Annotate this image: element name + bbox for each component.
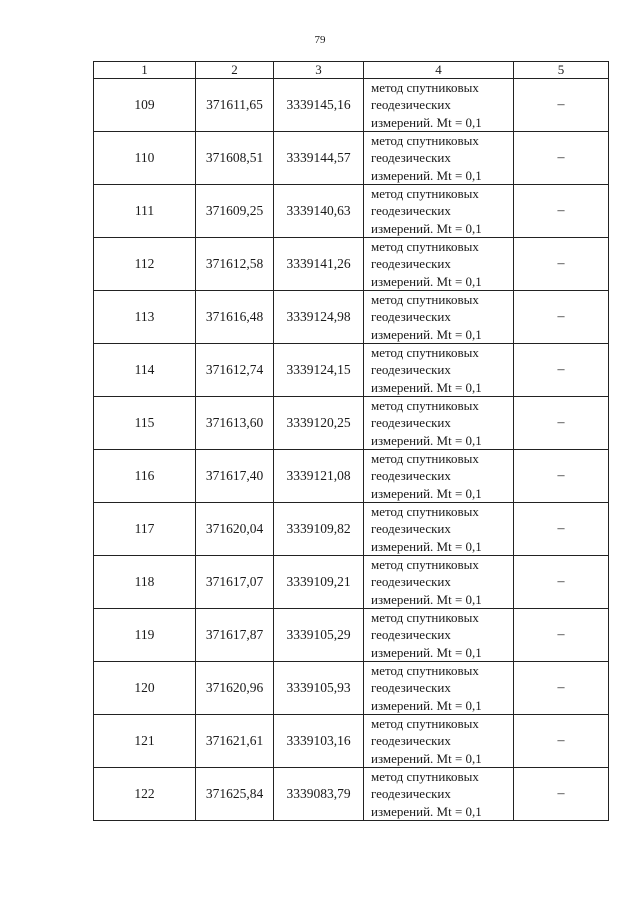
coordinate-y: 3339140,63 — [274, 185, 364, 238]
point-number: 118 — [94, 556, 196, 609]
method-line-3: измерений. Mt = 0,1 — [371, 485, 482, 501]
point-number: 121 — [94, 715, 196, 768]
point-number: 111 — [94, 185, 196, 238]
table-header-row — [94, 62, 609, 79]
method-line-1: метод спутниковых — [371, 769, 479, 785]
method-line-2: геодезических — [371, 574, 451, 590]
coordinate-y: 3339105,93 — [274, 662, 364, 715]
column-header-3: 3 — [274, 62, 364, 79]
method-line-1: метод спутниковых — [371, 610, 479, 626]
method-line-1: метод спутниковых — [371, 345, 479, 361]
coordinate-y: 3339124,98 — [274, 291, 364, 344]
coordinate-y: 3339083,79 — [274, 768, 364, 821]
method-line-2: геодезических — [371, 786, 451, 802]
note-cell: – — [514, 397, 609, 450]
point-number: 120 — [94, 662, 196, 715]
table-row — [94, 132, 609, 185]
point-number: 115 — [94, 397, 196, 450]
method-line-1: метод спутниковых — [371, 504, 479, 520]
table-row — [94, 397, 609, 450]
table-row — [94, 185, 609, 238]
method-line-2: геодезических — [371, 150, 451, 166]
point-number: 113 — [94, 291, 196, 344]
note-cell: – — [514, 238, 609, 291]
coordinate-y: 3339103,16 — [274, 715, 364, 768]
method-line-3: измерений. Mt = 0,1 — [371, 803, 482, 819]
method-line-1: метод спутниковых — [371, 557, 479, 573]
coordinate-x: 371611,65 — [196, 79, 274, 132]
coordinate-y: 3339109,82 — [274, 503, 364, 556]
method-line-1: метод спутниковых — [371, 451, 479, 467]
note-cell: – — [514, 79, 609, 132]
method-description — [364, 185, 514, 238]
method-description — [364, 132, 514, 185]
method-line-2: геодезических — [371, 97, 451, 113]
coordinate-x: 371625,84 — [196, 768, 274, 821]
column-header-4: 4 — [364, 62, 514, 79]
method-description — [364, 344, 514, 397]
method-description — [364, 662, 514, 715]
coordinate-y: 3339141,26 — [274, 238, 364, 291]
coordinate-x: 371620,04 — [196, 503, 274, 556]
method-line-3: измерений. Mt = 0,1 — [371, 644, 482, 660]
table-row — [94, 344, 609, 397]
page-number: 79 — [314, 34, 326, 46]
method-line-1: метод спутниковых — [371, 186, 479, 202]
method-description — [364, 556, 514, 609]
coordinate-y: 3339145,16 — [274, 79, 364, 132]
point-number: 109 — [94, 79, 196, 132]
coordinate-y: 3339124,15 — [274, 344, 364, 397]
table-row — [94, 556, 609, 609]
coordinates-table — [93, 61, 609, 821]
coordinate-x: 371617,87 — [196, 609, 274, 662]
method-line-3: измерений. Mt = 0,1 — [371, 750, 482, 766]
method-line-3: измерений. Mt = 0,1 — [371, 220, 482, 236]
table-row — [94, 238, 609, 291]
note-cell: – — [514, 662, 609, 715]
method-description — [364, 609, 514, 662]
table-row — [94, 79, 609, 132]
note-cell: – — [514, 556, 609, 609]
method-description — [364, 503, 514, 556]
method-line-1: метод спутниковых — [371, 663, 479, 679]
table-row — [94, 450, 609, 503]
method-line-2: геодезических — [371, 415, 451, 431]
note-cell: – — [514, 609, 609, 662]
method-description — [364, 768, 514, 821]
coordinate-y: 3339109,21 — [274, 556, 364, 609]
method-line-1: метод спутниковых — [371, 80, 479, 96]
point-number: 119 — [94, 609, 196, 662]
note-cell: – — [514, 132, 609, 185]
table-row — [94, 715, 609, 768]
coordinate-y: 3339121,08 — [274, 450, 364, 503]
method-line-2: геодезических — [371, 627, 451, 643]
method-description — [364, 238, 514, 291]
method-line-3: измерений. Mt = 0,1 — [371, 167, 482, 183]
note-cell: – — [514, 503, 609, 556]
method-description — [364, 715, 514, 768]
note-cell: – — [514, 450, 609, 503]
column-header-1: 1 — [94, 62, 196, 79]
method-line-2: геодезических — [371, 362, 451, 378]
method-description — [364, 79, 514, 132]
coordinate-x: 371612,74 — [196, 344, 274, 397]
method-line-3: измерений. Mt = 0,1 — [371, 379, 482, 395]
coordinate-x: 371617,40 — [196, 450, 274, 503]
method-line-2: геодезических — [371, 203, 451, 219]
coordinate-y: 3339120,25 — [274, 397, 364, 450]
method-line-1: метод спутниковых — [371, 398, 479, 414]
note-cell: – — [514, 291, 609, 344]
coordinate-x: 371616,48 — [196, 291, 274, 344]
method-line-1: метод спутниковых — [371, 716, 479, 732]
point-number: 116 — [94, 450, 196, 503]
method-line-3: измерений. Mt = 0,1 — [371, 432, 482, 448]
coordinate-x: 371608,51 — [196, 132, 274, 185]
method-line-1: метод спутниковых — [371, 292, 479, 308]
method-line-3: измерений. Mt = 0,1 — [371, 114, 482, 130]
method-description — [364, 291, 514, 344]
method-line-3: измерений. Mt = 0,1 — [371, 591, 482, 607]
coordinate-x: 371617,07 — [196, 556, 274, 609]
coordinate-x: 371612,58 — [196, 238, 274, 291]
column-header-5: 5 — [514, 62, 609, 79]
table-row — [94, 609, 609, 662]
table-row — [94, 503, 609, 556]
point-number: 112 — [94, 238, 196, 291]
table-row — [94, 768, 609, 821]
method-line-3: измерений. Mt = 0,1 — [371, 326, 482, 342]
method-line-2: геодезических — [371, 468, 451, 484]
table-body — [94, 79, 609, 821]
method-line-2: геодезических — [371, 309, 451, 325]
column-header-2: 2 — [196, 62, 274, 79]
note-cell: – — [514, 715, 609, 768]
method-description — [364, 397, 514, 450]
coordinate-x: 371620,96 — [196, 662, 274, 715]
note-cell: – — [514, 344, 609, 397]
method-line-3: измерений. Mt = 0,1 — [371, 697, 482, 713]
point-number: 122 — [94, 768, 196, 821]
method-line-1: метод спутниковых — [371, 133, 479, 149]
method-line-1: метод спутниковых — [371, 239, 479, 255]
point-number: 110 — [94, 132, 196, 185]
coordinate-y: 3339105,29 — [274, 609, 364, 662]
note-cell: – — [514, 768, 609, 821]
table-row — [94, 291, 609, 344]
method-description — [364, 450, 514, 503]
method-line-2: геодезических — [371, 680, 451, 696]
method-line-2: геодезических — [371, 521, 451, 537]
method-line-3: измерений. Mt = 0,1 — [371, 538, 482, 554]
coordinate-x: 371613,60 — [196, 397, 274, 450]
point-number: 117 — [94, 503, 196, 556]
point-number: 114 — [94, 344, 196, 397]
coordinate-x: 371609,25 — [196, 185, 274, 238]
table-row — [94, 662, 609, 715]
coordinate-x: 371621,61 — [196, 715, 274, 768]
method-line-3: измерений. Mt = 0,1 — [371, 273, 482, 289]
coordinate-y: 3339144,57 — [274, 132, 364, 185]
note-cell: – — [514, 185, 609, 238]
method-line-2: геодезических — [371, 256, 451, 272]
method-line-2: геодезических — [371, 733, 451, 749]
